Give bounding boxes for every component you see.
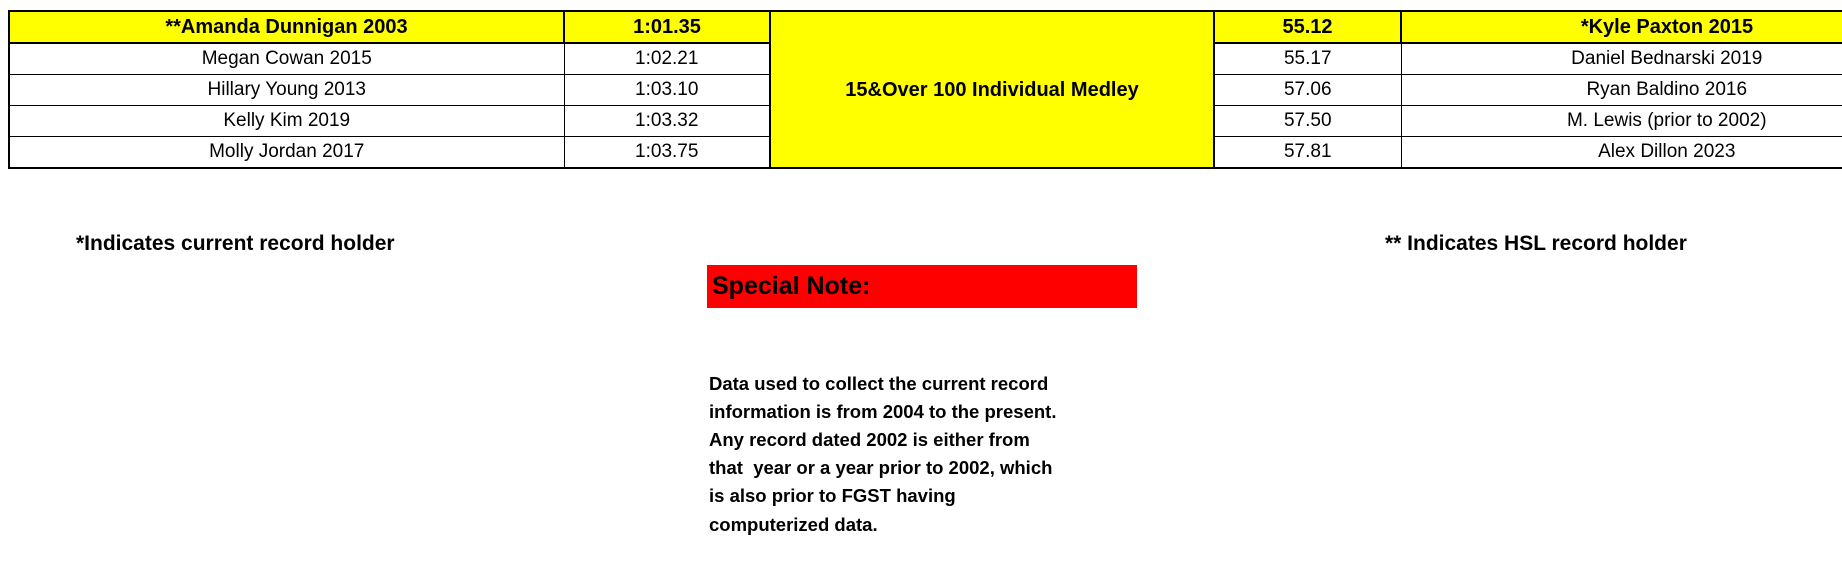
male-time: 57.50 [1214,106,1401,137]
special-note-line: Data used to collect the current record [709,373,1049,394]
female-record-holder: Megan Cowan 2015 [9,43,564,75]
male-time: 57.06 [1214,75,1401,106]
special-note-banner [707,265,1137,308]
special-note-line: is also prior to FGST having [709,485,956,507]
female-record-holder: Hillary Young 2013 [9,75,564,106]
table-header-row [9,11,1842,43]
male-time: 55.17 [1214,43,1401,75]
male-record-holder: Daniel Bednarski 2019 [1401,43,1842,75]
special-note-line: Any record dated 2002 is either from [709,429,1030,451]
female-time: 1:03.10 [564,75,770,106]
male-record-holder: Alex Dillon 2023 [1401,137,1842,169]
female-time: 1:03.32 [564,106,770,137]
female-time: 1:02.21 [564,43,770,75]
female-record-holder: Molly Jordan 2017 [9,137,564,169]
special-note-line: information is from 2004 to the present. [709,401,1057,423]
records-table [8,10,1842,169]
header-male-time: 55.12 [1214,11,1401,43]
special-note-line: computerized data. [709,513,878,535]
male-record-holder: M. Lewis (prior to 2002) [1401,106,1842,137]
legend-current-record-holder: *Indicates current record holder [76,232,395,255]
special-note-title: Special Note: [712,272,871,300]
male-time: 57.81 [1214,137,1401,169]
records-table-body [9,11,1842,168]
male-record-holder: Ryan Baldino 2016 [1401,75,1842,106]
female-time: 1:03.75 [564,137,770,169]
header-female-record-holder: **Amanda Dunnigan 2003 [9,11,564,43]
event-name: 15&Over 100 Individual Medley [770,11,1214,168]
special-note-body [709,370,1149,539]
special-note-line: that year or a year prior to 2002, which [709,457,1053,479]
female-record-holder: Kelly Kim 2019 [9,106,564,137]
legend-hsl-record-holder: ** Indicates HSL record holder [1385,232,1687,255]
header-male-record-holder: *Kyle Paxton 2015 [1401,11,1842,43]
header-female-time: 1:01.35 [564,11,770,43]
